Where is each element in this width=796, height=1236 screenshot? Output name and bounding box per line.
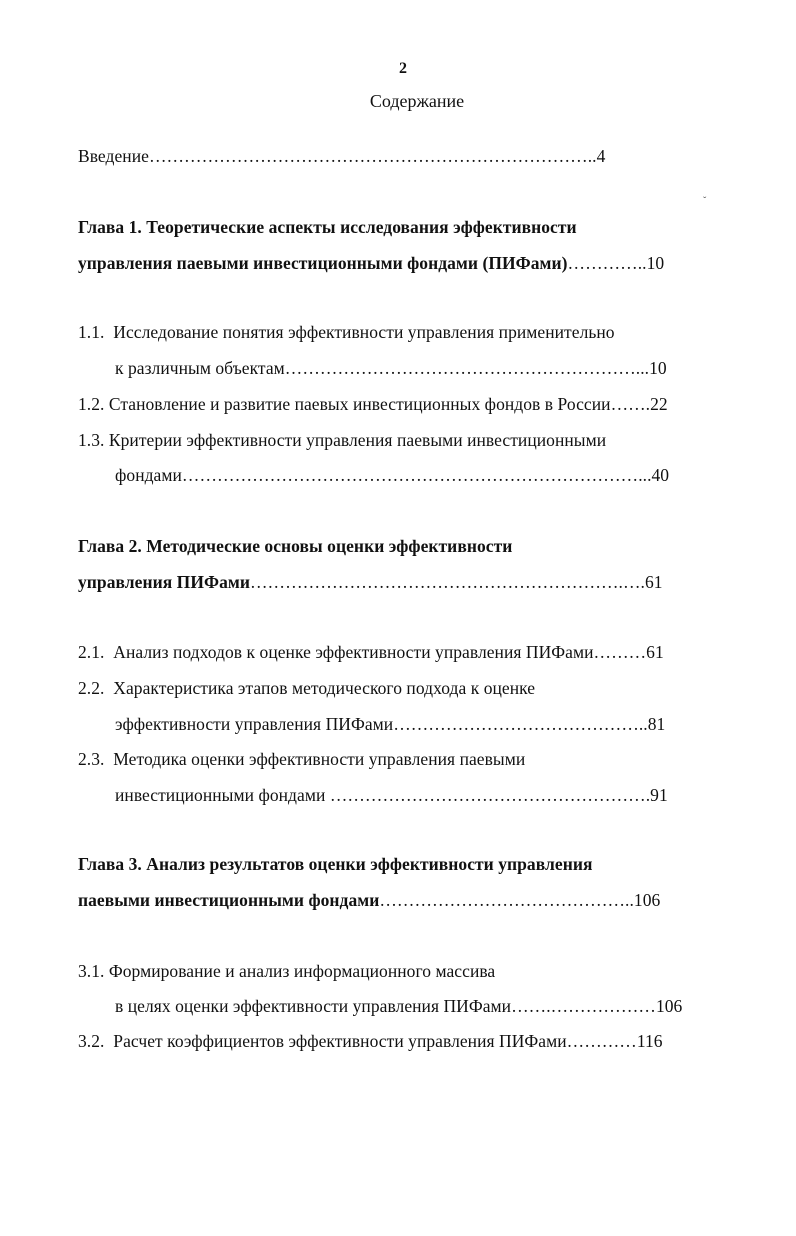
page-number: 2 — [399, 60, 407, 77]
toc-section-2-2-cont: эффективности управления ПИФами……………………………………..81 — [115, 714, 666, 734]
toc-section-1-3: 1.3. Критерии эффективности управления паевыми инвестиционными — [78, 430, 607, 450]
toc-chapter-2-entry: управления ПИФами……………………………………………………….….61 — [78, 572, 663, 592]
toc-section-3-2: 3.2. Расчет коэффициентов эффективности управления ПИФами…………116 — [78, 1031, 663, 1051]
page-title: Содержание — [369, 91, 465, 111]
toc-entry-introduction: Введение…………………………………………………………………..4 — [78, 146, 606, 166]
toc-section-1-1-cont: к различным объектам……………………………………………………...10 — [115, 358, 667, 378]
toc-chapter-3-heading: Глава 3. Анализ результатов оценки эффективности управления — [78, 854, 593, 874]
toc-section-3-1-cont: в целях оценки эффективности управления ПИФами…….………………106 — [115, 996, 683, 1016]
toc-section-1-1: 1.1. Исследование понятия эффективности управления применительно — [78, 322, 615, 342]
toc-section-1-2: 1.2. Становление и развитие паевых инвестиционных фондов в России…….22 — [78, 394, 668, 414]
toc-section-2-3-cont: инвестиционными фондами ……………………………………………….91 — [115, 785, 668, 805]
toc-section-3-1: 3.1. Формирование и анализ информационного массива — [78, 961, 496, 981]
toc-chapter-1-entry: управления паевыми инвестиционными фондами (ПИФами)…………..10 — [78, 253, 665, 273]
toc-chapter-3-entry: паевыми инвестиционными фондами……………………………………..106 — [78, 890, 661, 910]
toc-section-2-2: 2.2. Характеристика этапов методического подхода к оценке — [78, 678, 536, 698]
toc-chapter-2-heading: Глава 2. Методические основы оценки эффективности — [78, 536, 513, 556]
scan-mark: ˇ — [703, 196, 707, 207]
toc-section-1-3-cont: фондами……………………………………………………………………...40 — [115, 465, 670, 485]
toc-section-2-3: 2.3. Методика оценки эффективности управления паевыми — [78, 749, 526, 769]
toc-chapter-1-heading: Глава 1. Теоретические аспекты исследования эффективности — [78, 217, 577, 237]
toc-section-2-1: 2.1. Анализ подходов к оценке эффективности управления ПИФами………61 — [78, 642, 664, 662]
